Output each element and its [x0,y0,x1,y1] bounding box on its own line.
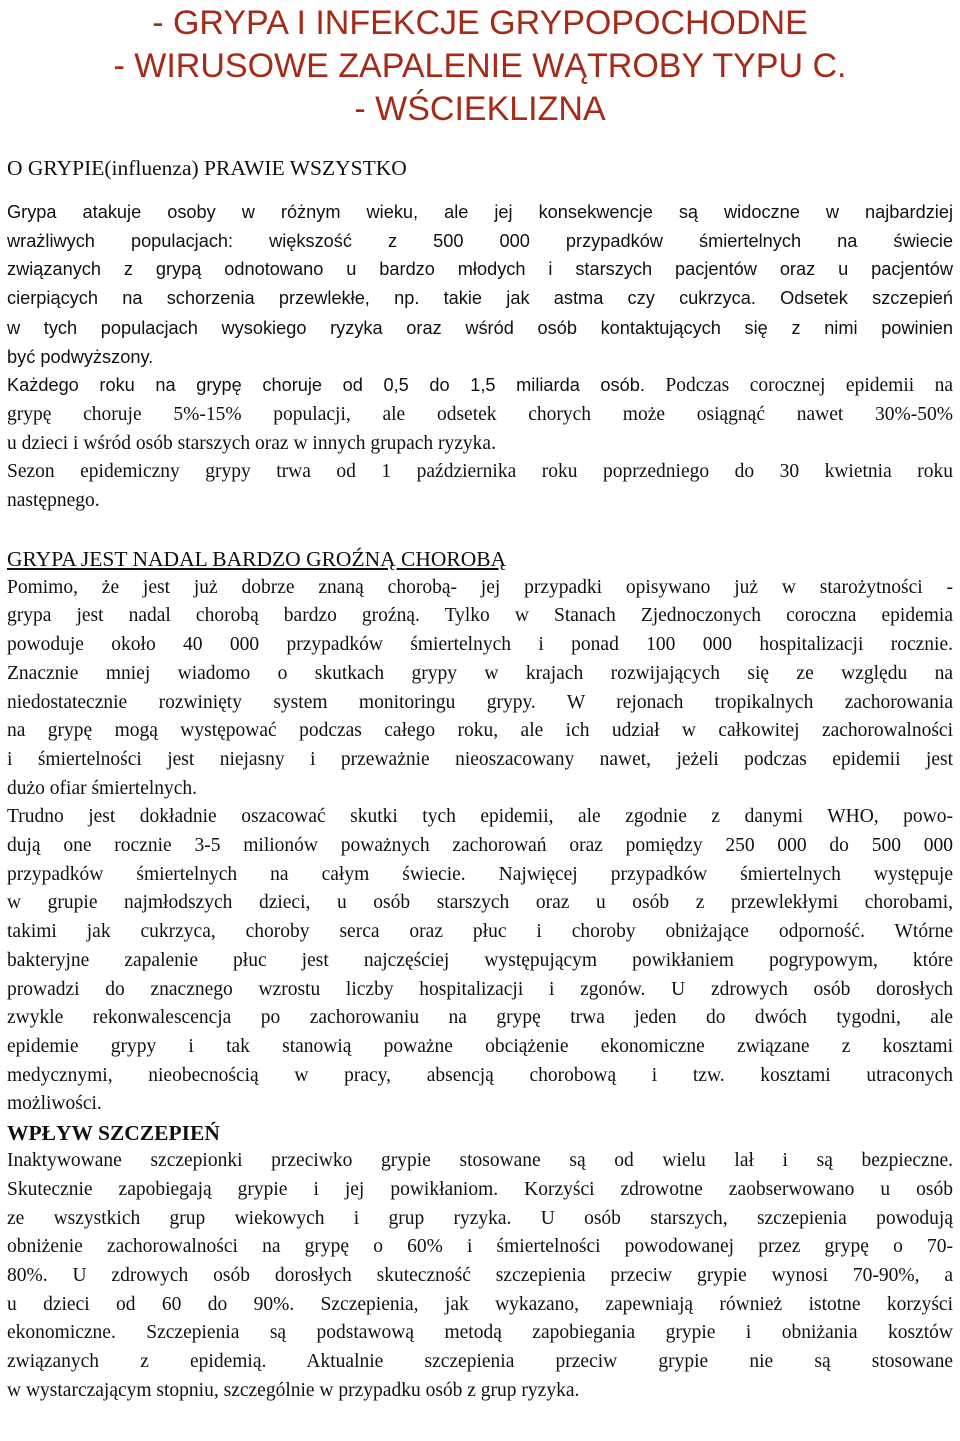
text-line: Trudno jest dokładnie oszacować skutki tych epidemii, ale zgodnie z danymi WHO, powo- [7,806,953,828]
text-line: następnego. [7,490,100,512]
text-line: epidemie grypy i tak stanowią poważne obciążenie ekonomiczne związane z kosztami [7,1035,953,1057]
text-line: możliwości. [7,1093,102,1115]
text-span: Odsetek szczepień [755,288,953,309]
danger-section [7,574,953,1119]
text-line: medycznymi, nieobecnością w pracy, absencją chorobową i tzw. kosztami utraconych [7,1064,953,1086]
text-line: Pomimo, że jest już dobrze znaną chorobą- jej przypadki opisywano już w starożytności - [7,576,953,598]
vaccines-heading: WPŁYW SZCZEPIEŃ [7,1121,220,1146]
text-line: grypę choruje 5%-15% populacji, ale odsetek chorych może osiągnąć nawet 30%-50% [7,403,953,425]
text-line: i śmiertelności jest niejasny i przeważnie nieoszacowany nawet, jeżeli podczas epidemii jest [7,748,953,770]
text-line: zwykle rekonwalescencja po zachorowaniu na grypę trwa jeden do dwóch tygodni, ale [7,1007,953,1029]
document-title [7,2,953,131]
vaccines-section [7,1147,953,1405]
text-line: dują one rocznie 3-5 milionów poważnych zachorowań oraz pomiędzy 250 000 do 500 000 [7,835,953,857]
text-line: dużo ofiar śmiertelnych. [7,777,198,799]
danger-heading: GRYPA JEST NADAL BARDZO GROŹNĄ CHOROBĄ [7,546,507,571]
title-line: - WŚCIEKLIZNA [354,90,606,128]
text-line: Skutecznie zapobiegają grypie i jej powikłaniom. Korzyści zdrowotne zaobserwowano u osób [7,1178,953,1200]
text-line: przypadków śmiertelnych na całym świecie. Najwięcej przypadków śmiertelnych występuje [7,863,953,885]
text-line: związanych z epidemią. Aktualnie szczepienia przeciw grypie nie są stosowane [7,1351,953,1373]
text-line: u dzieci i wśród osób starszych oraz w innych grupach ryzyka. [7,432,496,454]
text-line: obniżenie zachorowalności na grypę o 60% i śmiertelności powodowanej przez grypę o 70- [7,1236,953,1258]
text-line: ze wszystkich grup wiekowych i grup ryzyka. U osób starszych, szczepienia powodują [7,1207,953,1229]
text-line: Grypa atakuje osoby w różnym wieku, ale jej konsekwencje są widoczne w najbardziej [7,202,953,222]
text-line: u dzieci od 60 do 90%. Szczepienia, jak wykazano, zapewniają również istotne korzyści [7,1293,953,1315]
text-line: grypa jest nadal chorobą bardzo groźną. Tylko w Stanach Zjednoczonych coroczna epidemia [7,605,953,627]
text-line: w grupie najmłodszych dzieci, u osób starszych oraz u osób z przewlekłymi chorobami, [7,892,953,914]
text-line: 80%. U zdrowych osób dorosłych skuteczność szczepienia przeciw grypie wynosi 70-90%, a [7,1264,953,1286]
document-page [7,0,953,1405]
text-span: Każdego roku na grypę choruje od 0,5 do 1,5 miliarda osób. [7,375,645,396]
text-line: w wystarczającym stopniu, szczególnie w przypadku osób z grup ryzyka. [7,1379,580,1401]
text-line [7,371,953,401]
text-line: na grypę mogą występować podczas całego roku, ale ich udział w całkowitej zachorowalności [7,720,953,742]
title-line: - GRYPA I INFEKCJE GRYPOPOCHODNE [152,4,808,42]
text-line: niedostatecznie rozwinięty system monitoringu grypy. W rejonach tropikalnych zachorowania [7,691,953,713]
text-line: Inaktywowane szczepionki przeciwko grypie stosowane są od wielu lał i są bezpieczne. [7,1150,953,1172]
text-line: być podwyższony. [7,346,154,367]
intro-heading: O GRYPIE(influenza) PRAWIE WSZYSTKO [7,156,407,180]
text-line: w tych populacjach wysokiego ryzyka oraz wśród osób kontaktujących się z nimi powinien [7,317,953,338]
text-line [7,284,953,314]
title-line: - WIRUSOWE ZAPALENIE WĄTROBY TYPU C. [113,47,847,85]
text-line: związanych z grypą odnotowano u bardzo młodych i starszych pacjentów oraz u pacjentów [7,259,953,280]
text-line: powoduje około 40 000 przypadków śmiertelnych i ponad 100 000 hospitalizacji rocznie. [7,634,953,656]
text-line: wrażliwych populacjach: większość z 500 000 przypadków śmiertelnych na świecie [7,230,953,251]
text-line: bakteryjne zapalenie płuc jest najczęściej występującym powikłaniem pogrypowym, które [7,949,953,971]
text-line: Znacznie mniej wiadomo o skutkach grypy w krajach rozwijających się ze względu na [7,662,953,684]
text-span: Podczas corocznej epidemii na [644,375,953,397]
text-line: prowadzi do znacznego wzrostu liczby hospitalizacji i zgonów. U zdrowych osób dorosłych [7,978,953,1000]
text-line: Sezon epidemiczny grypy trwa od 1 października roku poprzedniego do 30 kwietnia roku [7,461,953,483]
intro-section [7,198,953,516]
text-span: cierpiących na schorzenia przewlekłe, np. takie jak astma czy cukrzyca. [7,288,756,309]
text-line: takimi jak cukrzyca, choroby serca oraz płuc i choroby obniżające odporność. Wtórne [7,921,953,943]
text-line: ekonomiczne. Szczepienia są podstawową metodą zapobiegania grypie i obniżania kosztów [7,1322,953,1344]
